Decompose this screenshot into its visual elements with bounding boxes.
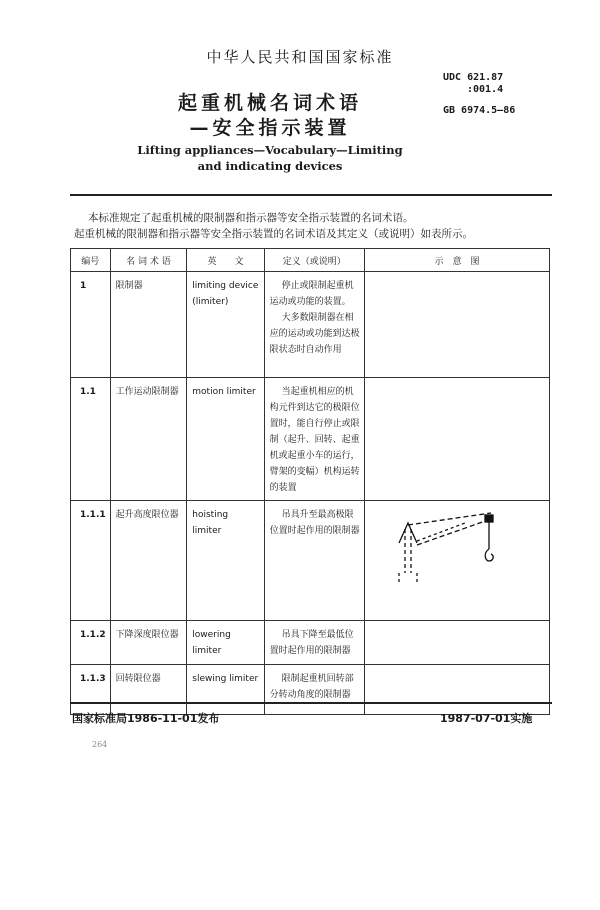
row-term: 回转限位器 — [110, 665, 187, 715]
row-diagram — [364, 378, 549, 501]
footer-divider — [70, 702, 552, 704]
definition-paragraph: 大多数限制器在相应的运动或功能到达极限状态时自动作用 — [269, 313, 360, 355]
boom-tie — [417, 523, 465, 541]
header-divider — [70, 194, 552, 196]
header-diagram: 示 意 图 — [364, 249, 549, 272]
limit-switch-block — [485, 515, 493, 522]
row-english: motion limiter — [187, 378, 264, 501]
row-english: slewing limiter — [187, 665, 264, 715]
row-diagram — [364, 501, 549, 621]
row-definition — [264, 621, 364, 665]
crane-boom — [417, 519, 491, 545]
definition-paragraph: 限制起重机回转部分转动角度的限制器 — [269, 674, 354, 700]
intro-line-1: 本标准规定了起重机械的限制器和指示器等安全指示装置的名词术语。 — [88, 212, 414, 224]
udc-code: UDC 621.87 — [443, 72, 504, 83]
header-definition: 定义（或说明） — [264, 249, 364, 272]
gb-number: GB 6974.5—86 — [443, 105, 516, 116]
table-header-row — [71, 249, 550, 272]
row-english: hoisting limiter — [187, 501, 264, 621]
row-english: limiting device (limiter) — [187, 272, 264, 378]
row-term: 下降深度限位器 — [110, 621, 187, 665]
row-english: lowering limiter — [187, 621, 264, 665]
udc-code-suffix: :001.4 — [467, 84, 504, 95]
page-number: 264 — [92, 740, 108, 749]
document-subtitle: —安全指示装置 — [189, 117, 351, 139]
english-title-line1: Lifting appliances—Vocabulary—Limiting — [137, 143, 403, 157]
row-number: 1 — [71, 272, 111, 378]
row-diagram — [364, 272, 549, 378]
definition-paragraph: 吊具升至最高极限位置时起作用的限制器 — [269, 510, 360, 536]
row-number: 1.1.1 — [71, 501, 111, 621]
table-row — [71, 665, 550, 715]
row-definition — [264, 272, 364, 378]
table-row — [71, 272, 550, 378]
definition-paragraph: 当起重机相应的机构元件到达它的极限位置时，能自行停止或限制（起升、回转、起重机或起重小车的运行，臂架的变幅）机构运转的装置 — [269, 387, 360, 493]
row-term: 起升高度限位器 — [110, 501, 187, 621]
english-title-line2: and indicating devices — [197, 159, 343, 173]
terms-table — [70, 248, 550, 715]
row-term: 工作运动限制器 — [110, 378, 187, 501]
row-definition — [264, 501, 364, 621]
row-definition — [264, 665, 364, 715]
header-term: 名 词 术 语 — [110, 249, 187, 272]
document-title: 起重机械名词术语 — [177, 92, 362, 114]
row-term: 限制器 — [110, 272, 187, 378]
row-number: 1.1.3 — [71, 665, 111, 715]
table-row — [71, 501, 550, 621]
row-number: 1.1.2 — [71, 621, 111, 665]
table-row — [71, 378, 550, 501]
hoisting-limiter-diagram — [365, 501, 549, 619]
row-diagram — [364, 621, 549, 665]
effective-date: 1987-07-01实施 — [440, 712, 533, 725]
row-definition — [264, 378, 364, 501]
header-english: 英 文 — [187, 249, 264, 272]
table-row — [71, 621, 550, 665]
definition-paragraph: 停止或限制起重机运动或功能的装置。 — [269, 281, 354, 307]
issue-date: 国家标准局1986-11-01发布 — [72, 712, 220, 725]
row-diagram — [364, 665, 549, 715]
crane-apex — [399, 523, 417, 543]
crane-hook — [485, 549, 493, 561]
header-number: 编号 — [71, 249, 111, 272]
definition-paragraph: 吊具下降至最低位置时起作用的限制器 — [269, 630, 354, 656]
intro-line-2: 起重机械的限制器和指示器等安全指示装置的名词术语及其定义（或说明）如表所示。 — [74, 228, 473, 240]
national-standard-heading: 中华人民共和国国家标准 — [206, 48, 394, 66]
row-number: 1.1 — [71, 378, 111, 501]
